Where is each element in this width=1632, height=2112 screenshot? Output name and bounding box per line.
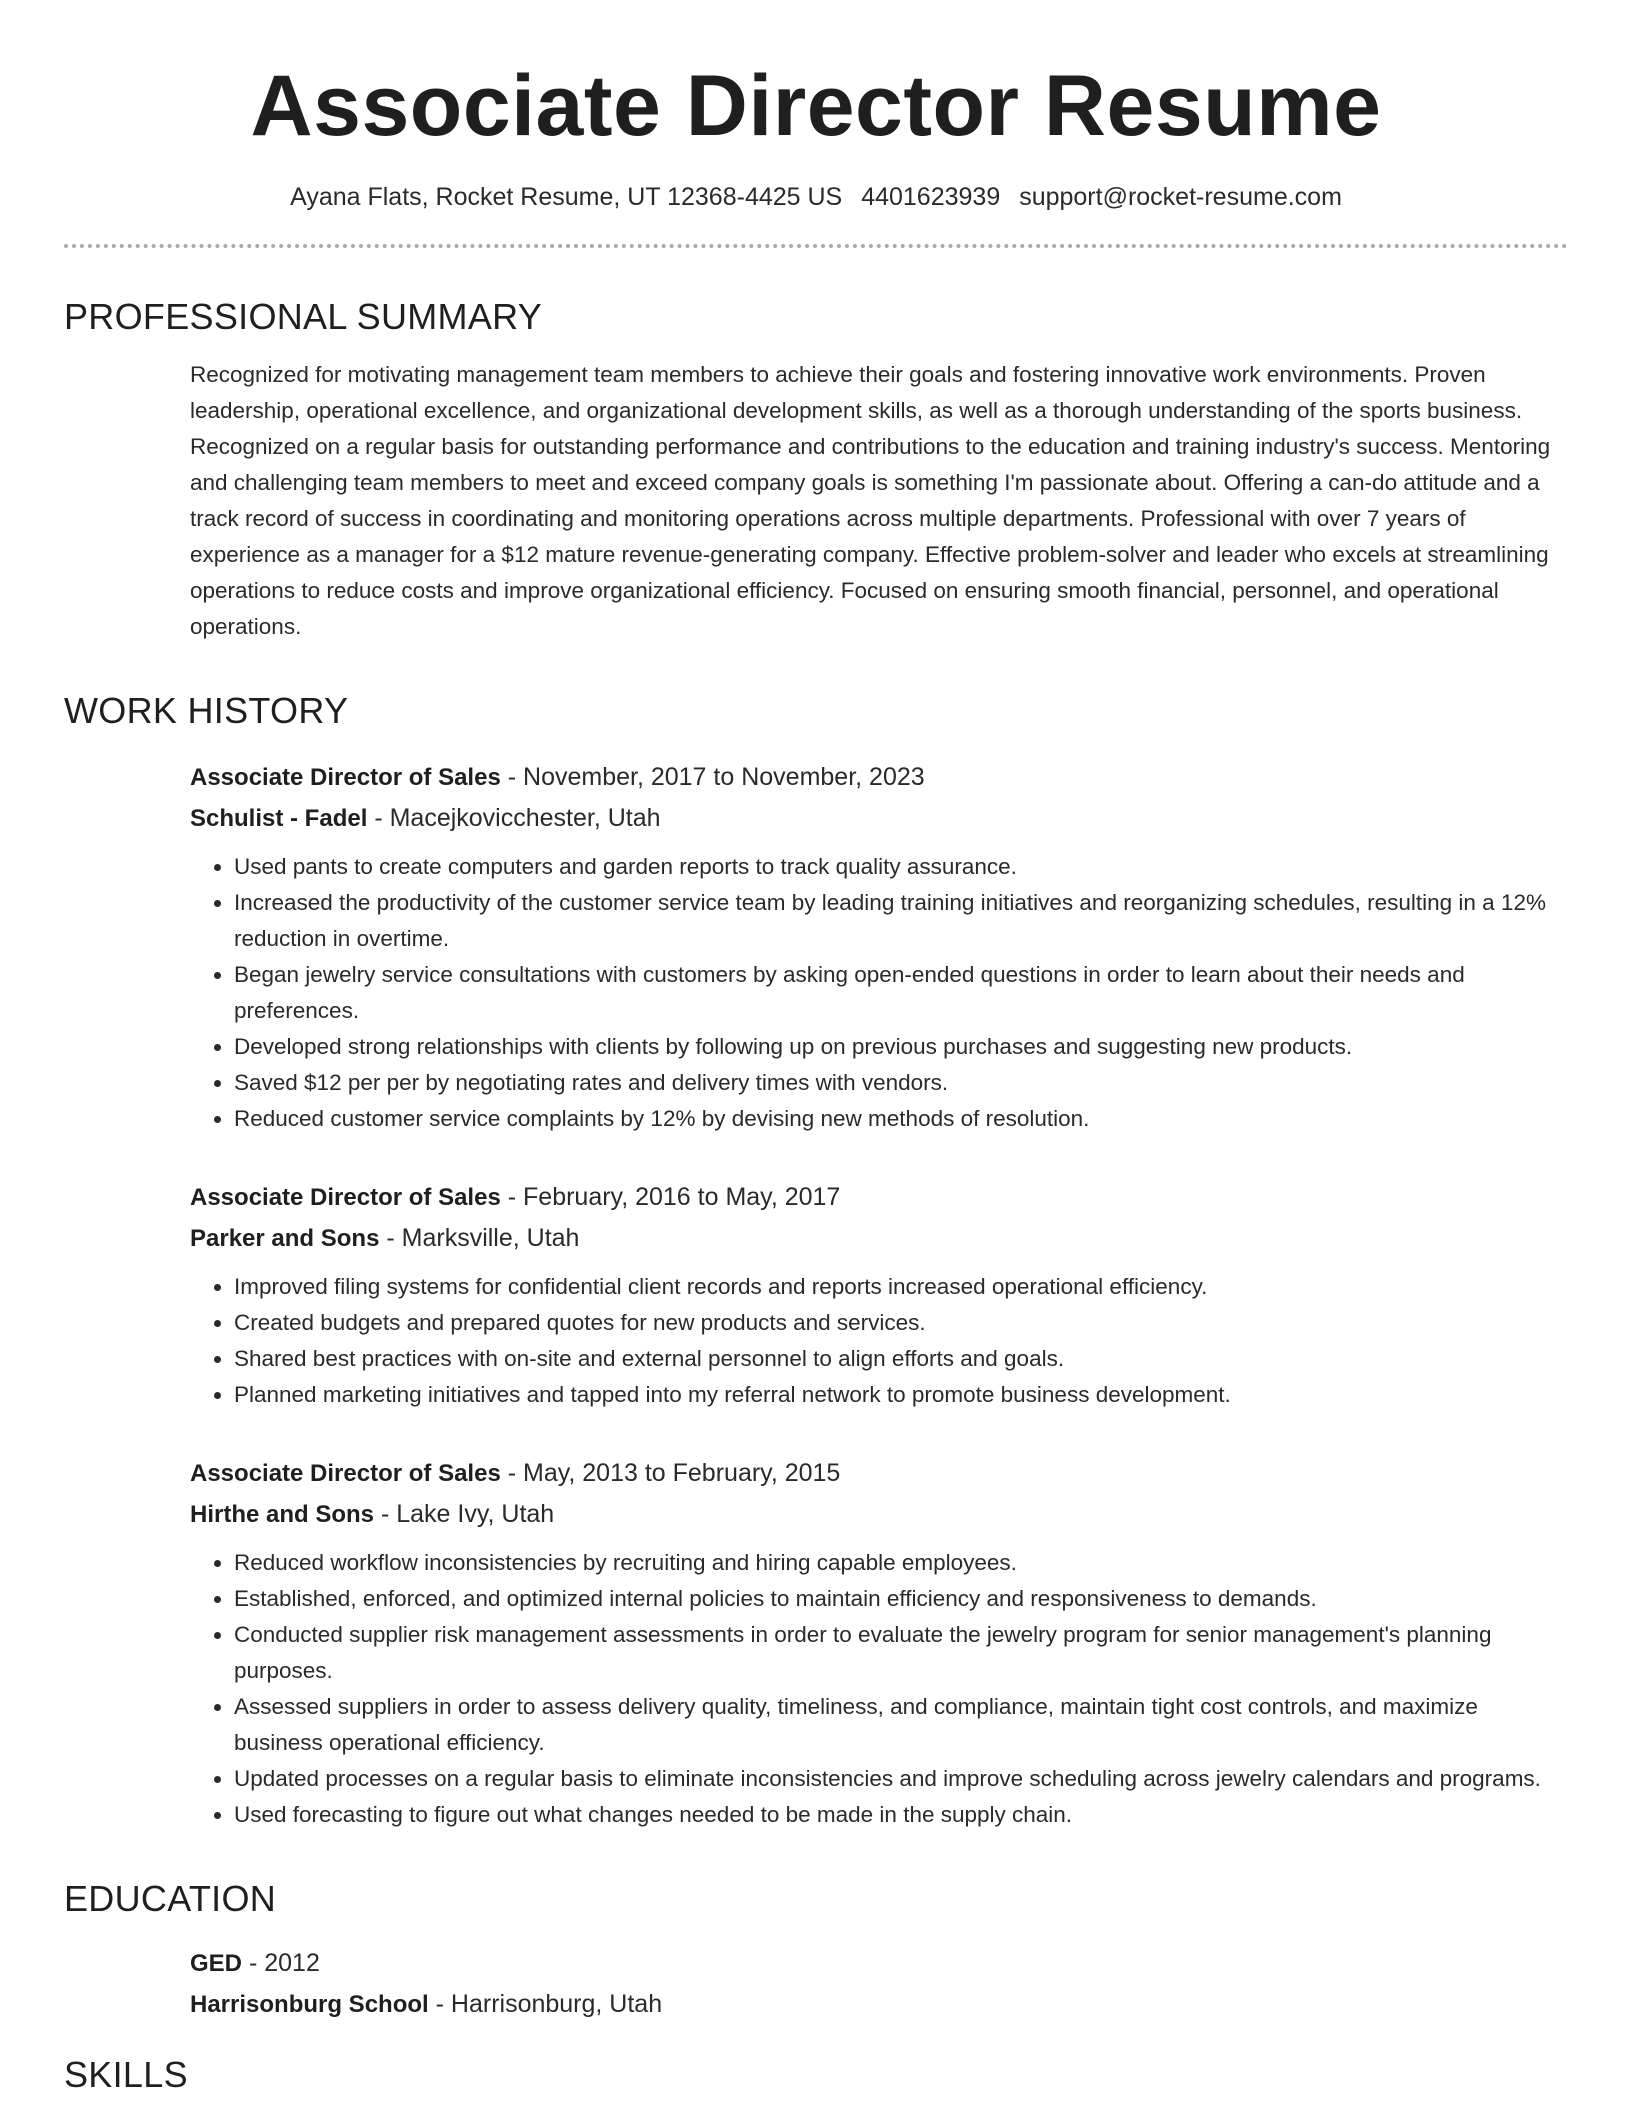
job-bullet: • Reduced customer service complaints by 12% by devising new methods of resolution. — [234, 1101, 1568, 1137]
skills-section — [64, 2053, 1568, 2097]
education-section — [64, 1877, 1568, 2025]
job-bullet: • Updated processes on a regular basis to eliminate inconsistencies and improve scheduling across jewelry calendars and programs. — [234, 1761, 1568, 1797]
job-bullet: • Developed strong relationships with clients by following up on previous purchases and suggesting new products. — [234, 1029, 1568, 1065]
job-company-line — [190, 798, 1568, 839]
page-title: Associate Director Resume — [250, 58, 1382, 154]
job-company-line — [190, 1218, 1568, 1259]
header-divider — [64, 244, 1568, 248]
summary-section — [64, 295, 1568, 645]
job-title-line — [190, 1177, 1568, 1218]
job-bullet: • Reduced workflow inconsistencies by recruiting and hiring capable employees. — [234, 1545, 1568, 1581]
summary-text: Recognized for motivating management team members to achieve their goals and fostering innovative work environments. Proven leadership, operational excellence, and organizational development skills, as well as a thorough understanding of the sports business. Recognized on a regular basis for outstanding performance and contributions to the education and training industry's success. Mentoring and challenging team members to meet and exceed company goals is something I'm passionate about. Offering a can-do attitude and a track record of success in coordinating and monitoring operations across multiple departments. Professional with over 7 years of experience as a manager for a $12 mature revenue-generating company. Effective problem-solver and leader who excels at streamlining operations to reduce costs and improve organizational efficiency. Focused on ensuring smooth financial, personnel, and operational operations. — [190, 362, 1551, 639]
skills-heading: SKILLS — [64, 2054, 188, 2095]
education-degree-line — [190, 1943, 1568, 1984]
education-entry — [64, 1943, 1568, 2025]
job-dates: - February, 2016 to May, 2017 — [500, 1183, 841, 1211]
job-title: Associate Director of Sales — [190, 764, 501, 791]
job-company: Schulist - Fadel — [190, 805, 368, 832]
job-bullet: • Assessed suppliers in order to assess delivery quality, timeliness, and compliance, maintain tight cost controls, and maximize business operational efficiency. — [234, 1689, 1568, 1761]
summary-heading: PROFESSIONAL SUMMARY — [64, 296, 543, 337]
job-bullet: • Conducted supplier risk management assessments in order to evaluate the jewelry program for senior management's planning purposes. — [234, 1617, 1568, 1689]
job-bullets — [190, 849, 1568, 1137]
education-location: - Harrisonburg, Utah — [428, 1990, 663, 2018]
job-bullets — [190, 1269, 1568, 1413]
contact-phone: 4401623939 — [861, 183, 1001, 211]
contact-line — [64, 180, 1568, 214]
work-history-heading: WORK HISTORY — [64, 690, 349, 731]
job-bullet: • Created budgets and prepared quotes for new products and services. — [234, 1305, 1568, 1341]
contact-address: Ayana Flats, Rocket Resume, UT 12368-4425 US — [290, 183, 843, 211]
job-location: - Marksville, Utah — [379, 1224, 580, 1252]
job-bullet: • Began jewelry service consultations with customers by asking open-ended questions in order to learn about their needs and preferences. — [234, 957, 1568, 1029]
job-location: - Lake Ivy, Utah — [374, 1500, 555, 1528]
job-dates: - May, 2013 to February, 2015 — [500, 1459, 841, 1487]
job-bullet: • Saved $12 per per by negotiating rates and delivery times with vendors. — [234, 1065, 1568, 1101]
job-company-line — [190, 1494, 1568, 1535]
job-entry — [64, 1453, 1568, 1833]
job-bullet: • Shared best practices with on-site and external personnel to align efforts and goals. — [234, 1341, 1568, 1377]
education-degree: GED — [190, 1950, 243, 1977]
work-history-section — [64, 689, 1568, 1833]
job-company: Parker and Sons — [190, 1225, 380, 1252]
job-bullet: • Planned marketing initiatives and tapped into my referral network to promote business development. — [234, 1377, 1568, 1413]
job-company: Hirthe and Sons — [190, 1501, 375, 1528]
education-year: - 2012 — [242, 1949, 320, 1977]
contact-email: support@rocket-resume.com — [1019, 183, 1342, 211]
education-school-line — [190, 1984, 1568, 2025]
job-title-line — [190, 757, 1568, 798]
job-entry — [64, 1177, 1568, 1413]
job-bullets — [190, 1545, 1568, 1833]
job-location: - Macejkovicchester, Utah — [367, 804, 661, 832]
job-bullet: • Established, enforced, and optimized internal policies to maintain efficiency and responsiveness to demands. — [234, 1581, 1568, 1617]
education-heading: EDUCATION — [64, 1878, 277, 1919]
job-bullet: • Improved filing systems for confidential client records and reports increased operational efficiency. — [234, 1269, 1568, 1305]
job-title-line — [190, 1453, 1568, 1494]
job-bullet: • Used forecasting to figure out what changes needed to be made in the supply chain. — [234, 1797, 1568, 1833]
job-dates: - November, 2017 to November, 2023 — [500, 763, 925, 791]
job-title: Associate Director of Sales — [190, 1184, 501, 1211]
job-title: Associate Director of Sales — [190, 1460, 501, 1487]
education-school: Harrisonburg School — [190, 1991, 429, 2018]
job-bullet: • Used pants to create computers and garden reports to track quality assurance. — [234, 849, 1568, 885]
job-bullet: • Increased the productivity of the customer service team by leading training initiatives and reorganizing schedules, resulting in a 12% reduction in overtime. — [234, 885, 1568, 957]
job-entry — [64, 757, 1568, 1137]
